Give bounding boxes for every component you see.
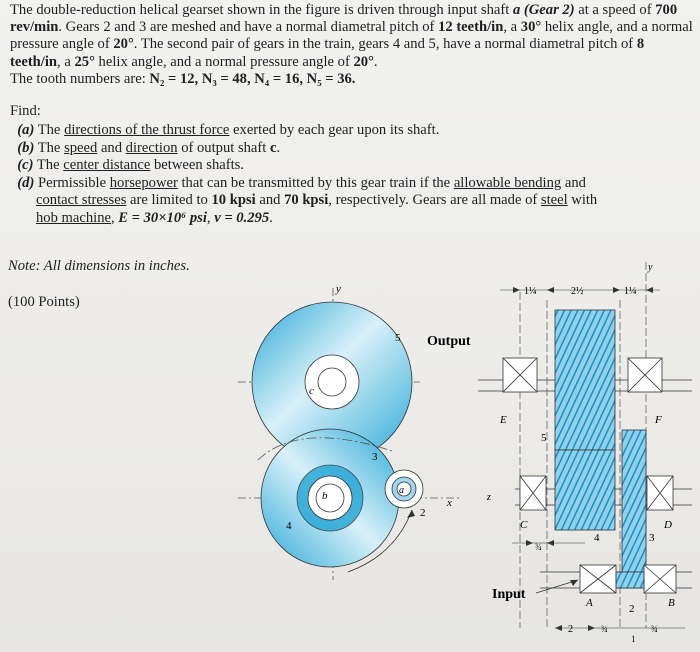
shaft-b-circle bbox=[316, 484, 344, 512]
intro-text-8: helix angle, and a normal pressure angle of bbox=[94, 53, 354, 70]
svg-text:F: F bbox=[655, 414, 662, 426]
item-d: (d) Permissible horsepower that can be transmitted by this gear train if the allowable bending and bbox=[17, 174, 586, 191]
pressure-2: 20° bbox=[353, 53, 374, 70]
link-center-distance: center distance bbox=[63, 157, 151, 174]
teeth-prefix: The tooth numbers are: bbox=[10, 70, 150, 87]
link-contact-stresses: contact stresses bbox=[36, 192, 127, 209]
svg-text:4: 4 bbox=[286, 520, 292, 532]
svg-text:x: x bbox=[447, 497, 452, 509]
intro-text: The double-reduction helical gearset shown in the figure is driven through input shaft bbox=[10, 2, 513, 18]
shaft-a: a bbox=[512, 2, 521, 18]
points: (100 Points) bbox=[8, 294, 80, 310]
input-speed: 700 rev/min bbox=[10, 2, 678, 36]
svg-text:2½: 2½ bbox=[571, 286, 584, 297]
svg-text:1: 1 bbox=[631, 634, 636, 644]
svg-text:4: 4 bbox=[594, 532, 600, 544]
note: Note: All dimensions in inches. bbox=[8, 258, 190, 274]
intro-text-3: . Gears 2 and 3 are meshed and have a normal diametral pitch of bbox=[58, 19, 439, 36]
svg-text:¾: ¾ bbox=[651, 624, 658, 634]
svg-text:5: 5 bbox=[541, 432, 547, 444]
link-steel: steel bbox=[540, 192, 568, 209]
svg-text:¾: ¾ bbox=[535, 542, 542, 552]
svg-text:b: b bbox=[322, 490, 328, 502]
item-d-cont: contact stresses are limited to 10 kpsi and 70 kpsi, respectively. Gears are all made of steel with bbox=[36, 192, 598, 209]
svg-text:c: c bbox=[309, 385, 314, 397]
svg-text:a: a bbox=[399, 485, 404, 496]
intro-text-6: . The second pair of gears in the train, gears 4 and 5, have a normal diametral pitch of bbox=[133, 36, 637, 53]
gear-2-label: (Gear 2) bbox=[523, 2, 575, 18]
gear-5-side bbox=[555, 310, 615, 450]
right-view bbox=[478, 262, 692, 644]
svg-text:1¼: 1¼ bbox=[524, 286, 537, 297]
pitch-1: 12 teeth/in bbox=[438, 19, 504, 36]
svg-text:3: 3 bbox=[649, 532, 655, 544]
pressure-1: 20° bbox=[113, 36, 134, 53]
pitch-2: 8 teeth/in bbox=[10, 36, 645, 70]
link-allowable-bending: allowable bending bbox=[453, 174, 562, 191]
link-horsepower: horsepower bbox=[109, 174, 178, 191]
svg-text:1¼: 1¼ bbox=[624, 286, 637, 297]
svg-text:y: y bbox=[648, 262, 653, 273]
svg-text:E: E bbox=[500, 414, 507, 426]
gear-2-side bbox=[616, 572, 644, 588]
left-view bbox=[238, 283, 471, 580]
find-label: Find: bbox=[10, 103, 41, 119]
item-b: (b) The speed and direction of output shaft c. bbox=[17, 139, 281, 156]
item-c: (c) The center distance between shafts. bbox=[17, 157, 244, 174]
svg-text:¾: ¾ bbox=[601, 624, 608, 634]
intro-text-2: at a speed of bbox=[574, 2, 656, 18]
link-direction: direction bbox=[125, 139, 178, 156]
svg-text:A: A bbox=[586, 597, 593, 609]
svg-text:3: 3 bbox=[372, 451, 378, 463]
svg-text:2: 2 bbox=[420, 507, 426, 519]
intro-text-4: , a bbox=[503, 19, 521, 36]
intro-text-9: . bbox=[373, 53, 378, 70]
output-label: Output bbox=[427, 334, 471, 349]
gear-4-side bbox=[555, 450, 615, 530]
svg-text:D: D bbox=[664, 519, 672, 531]
gear-3-side bbox=[622, 430, 646, 578]
svg-text:C: C bbox=[520, 519, 528, 531]
svg-text:2: 2 bbox=[629, 603, 635, 615]
link-hob-machine: hob machine bbox=[36, 209, 111, 226]
link-thrust-force: directions of the thrust force bbox=[64, 122, 230, 138]
intro-text-5: helix angle, and a normal pressure angle of bbox=[10, 19, 693, 53]
tooth-numbers: N₂ = 12, N₃ = 48, N₄ = 16, N₅ = 36. bbox=[149, 70, 356, 87]
svg-text:2: 2 bbox=[568, 624, 573, 635]
svg-text:B: B bbox=[668, 597, 675, 609]
helix-2: 25° bbox=[74, 53, 95, 70]
shaft-c-circle bbox=[318, 368, 346, 396]
item-d-cont2: hob machine, E = 30×10⁶ psi, ν = 0.295. bbox=[36, 209, 273, 226]
item-a: (a) The directions of the thrust force exerted by each gear upon its shaft. bbox=[17, 122, 440, 138]
svg-text:5: 5 bbox=[395, 332, 401, 344]
intro-text-7: , a bbox=[57, 53, 75, 70]
link-speed: speed bbox=[64, 139, 98, 156]
helix-1: 30° bbox=[520, 19, 542, 36]
svg-text:y: y bbox=[336, 283, 341, 295]
svg-text:z: z bbox=[487, 492, 491, 503]
input-label: Input bbox=[492, 587, 526, 602]
